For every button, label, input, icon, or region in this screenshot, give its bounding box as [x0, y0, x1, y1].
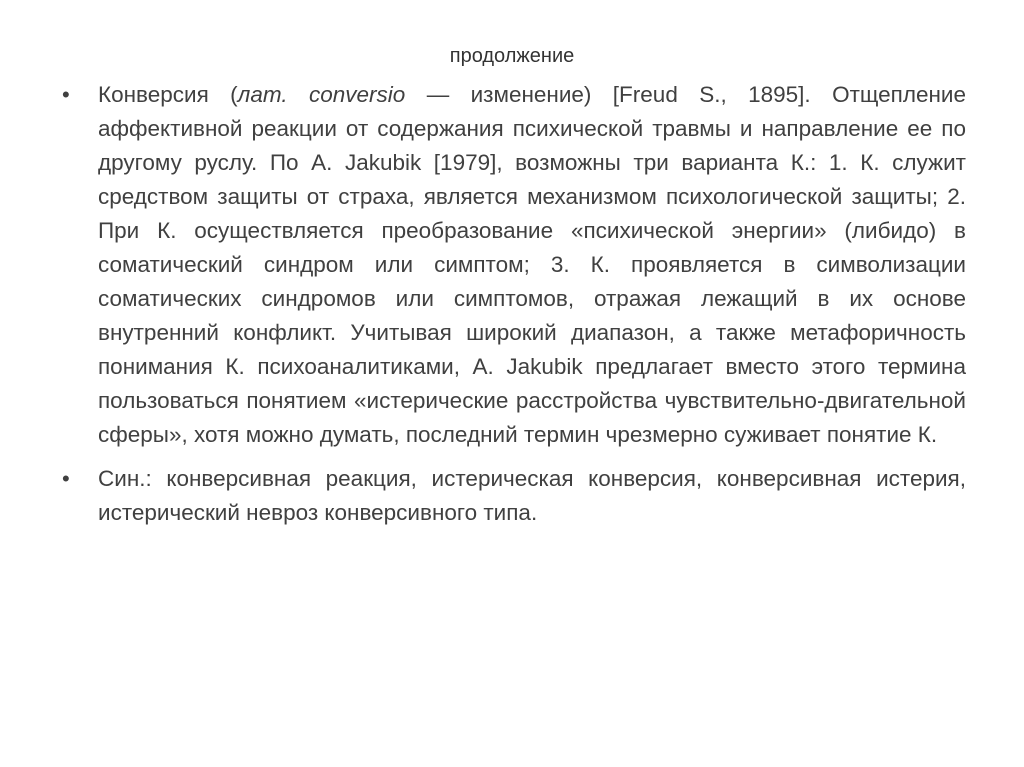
slide-title: продолжение [449, 45, 575, 67]
synonyms-text: Син.: конверсивная реакция, истерическая конверсия, конверсивная истерия, истерический невроз конверсивного типа. [98, 466, 966, 525]
bullet-icon: • [62, 82, 70, 107]
bullet-item-definition [62, 78, 966, 452]
bullet-list [62, 78, 966, 540]
bullet-icon: • [62, 466, 70, 491]
latin-term: лат. conversio [237, 82, 406, 107]
definition-text-start: Конверсия ( [98, 82, 238, 107]
definition-text-rest: — изменение) [Freud S., 1895]. Отщепление аффективной реакции от содержания психической травмы и направление ее по другому руслу. По A. Jakubik [1979], возможны три варианта К.: 1. К. служит средством защиты от страха, является механизмом психологической защиты; 2. При К. осуществляется преобразование «психической энергии» (либидо) в соматический синдром или симптом; 3. К. проявляется в символизации соматических синдромов или симптомов, отражая лежащий в их основе внутренний конфликт. Учитывая широкий диапазон, а также метафоричность понимания К. психоаналитиками, A. Jakubik предлагает вместо этого термина пользоваться понятием «истерические расстройства чувствительно-двигательной сферы», хотя можно думать, последний термин чрезмерно суживает понятие К. [98, 82, 966, 447]
bullet-item-synonyms [62, 462, 966, 530]
